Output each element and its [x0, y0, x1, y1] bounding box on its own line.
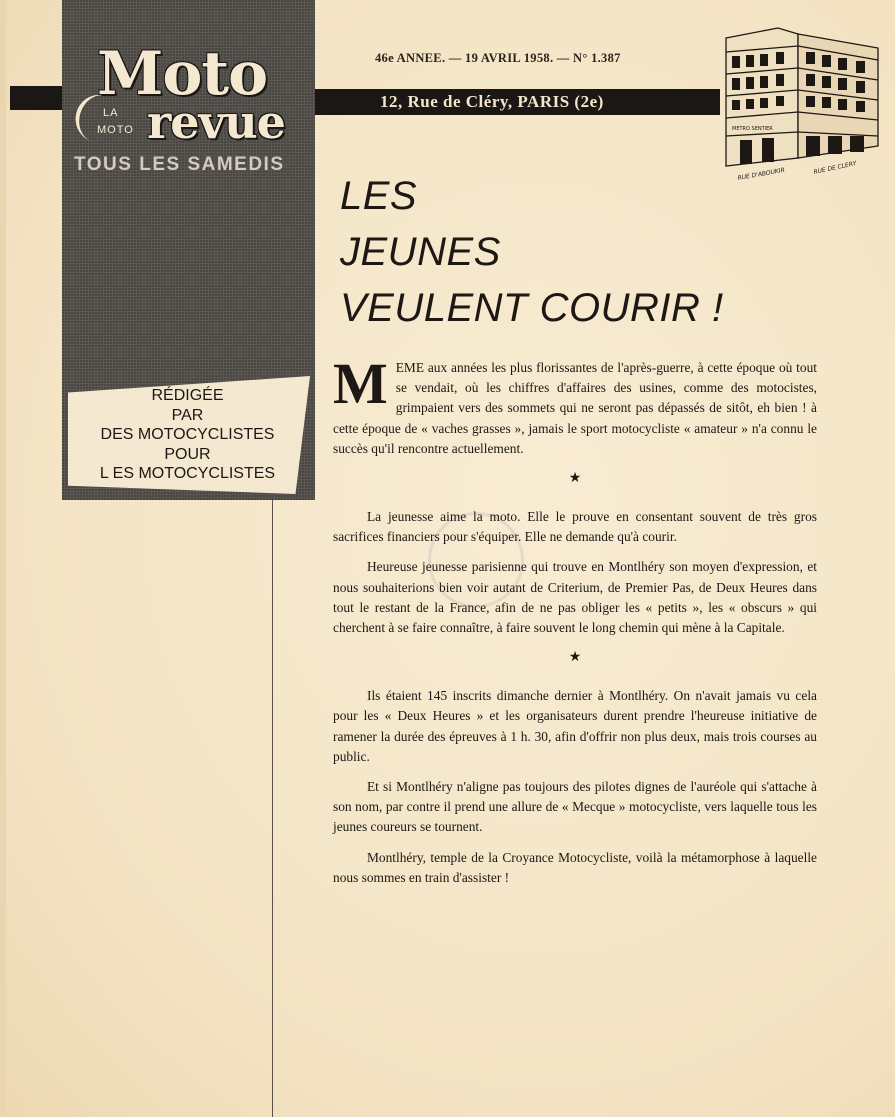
- article-paragraph: La jeunesse aime la moto. Elle le prouve en consentant souvent de très gros sacrifices financiers pour s'équiper. Elle ne demande qu'à courir.: [333, 509, 817, 545]
- street-label-left: RUE D'ABOUKIR: [737, 166, 786, 182]
- badge-text: [75, 386, 300, 484]
- building-sign: METRO SENTIER: [732, 126, 773, 132]
- street-label-right: RUE DE CLERY: [812, 160, 858, 176]
- separator-star: ★: [568, 471, 582, 487]
- headline-line: JEUNES: [340, 230, 501, 274]
- top-band-left: [10, 86, 62, 110]
- logo-revue: revue: [147, 95, 285, 149]
- badge-line: DES MOTOCYCLISTES: [100, 426, 275, 443]
- headline-line: LES: [340, 174, 418, 218]
- address: 12, Rue de Cléry, PARIS (2e): [380, 92, 604, 111]
- drop-cap: M: [333, 351, 388, 416]
- article-headline: [340, 168, 780, 336]
- logo-la: LA: [103, 107, 119, 119]
- paragraph-text: EME aux années les plus florissantes de l'après-guerre, à cette époque où tout se vendait, où les chiffres d'affaires des usines, comme des motocistes, grimpaient vers des sommets qui ne seront pas dépassés de sitôt, eh bien ! à cette époque de « vaches grasses », jamais le sport motocycliste « amateur » n'a connu le succès qu'il rencontre actuellement.: [333, 360, 817, 456]
- page-edge: [0, 0, 6, 1117]
- building-illustration: [718, 18, 886, 188]
- logo-moto-small: MOTO: [97, 124, 134, 136]
- article-body: [333, 351, 817, 898]
- article-paragraph: Heureuse jeunesse parisienne qui trouve en Montlhéry son moyen d'expression, et nous souhaiterions bien voir autant de Criterium, de Premier Pas, de Deux Heures dans tout le restant de la France, afin de ne pas obliger les « petits », les « obscurs » qui cherchent à se faire connaître, à faire souvent le long chemin qui mène à la Capitale.: [333, 559, 817, 636]
- article-paragraph: Et si Montlhéry n'aligne pas toujours des pilotes dignes de l'auréole qui s'attache à son nom, par contre il prend une allure de « Mecque » motocycliste, vers laquelle tous les jeunes coureurs se tournent.: [333, 779, 817, 835]
- badge-line: RÉDIGÉE: [151, 387, 224, 404]
- badge-line: PAR: [171, 406, 204, 424]
- badge-line: L ES MOTOCYCLISTES: [99, 465, 276, 482]
- separator-star: ★: [568, 650, 582, 666]
- article-paragraph: Montlhéry, temple de la Croyance Motocycliste, voilà la métamorphose à laquelle nous sommes en train d'assister !: [333, 849, 817, 885]
- issue-line: 46e ANNEE. — 19 AVRIL 1958. — N° 1.387: [375, 51, 621, 65]
- article-paragraph: [333, 351, 817, 459]
- headline-line: VEULENT COURIR !: [340, 286, 724, 330]
- article-paragraph: Ils étaient 145 inscrits dimanche dernier à Montlhéry. On n'avait jamais vu cela pour les « Deux Heures » et les organisateurs durent prendre l'heureuse initiative de ramener la durée des épreuves à 1 h. 30, afin d'offrir non plus deux, mais trois courses au public.: [333, 688, 817, 764]
- tagline: TOUS LES SAMEDIS: [74, 154, 285, 175]
- logo-moto: Moto: [97, 39, 268, 109]
- badge-line: POUR: [164, 445, 211, 463]
